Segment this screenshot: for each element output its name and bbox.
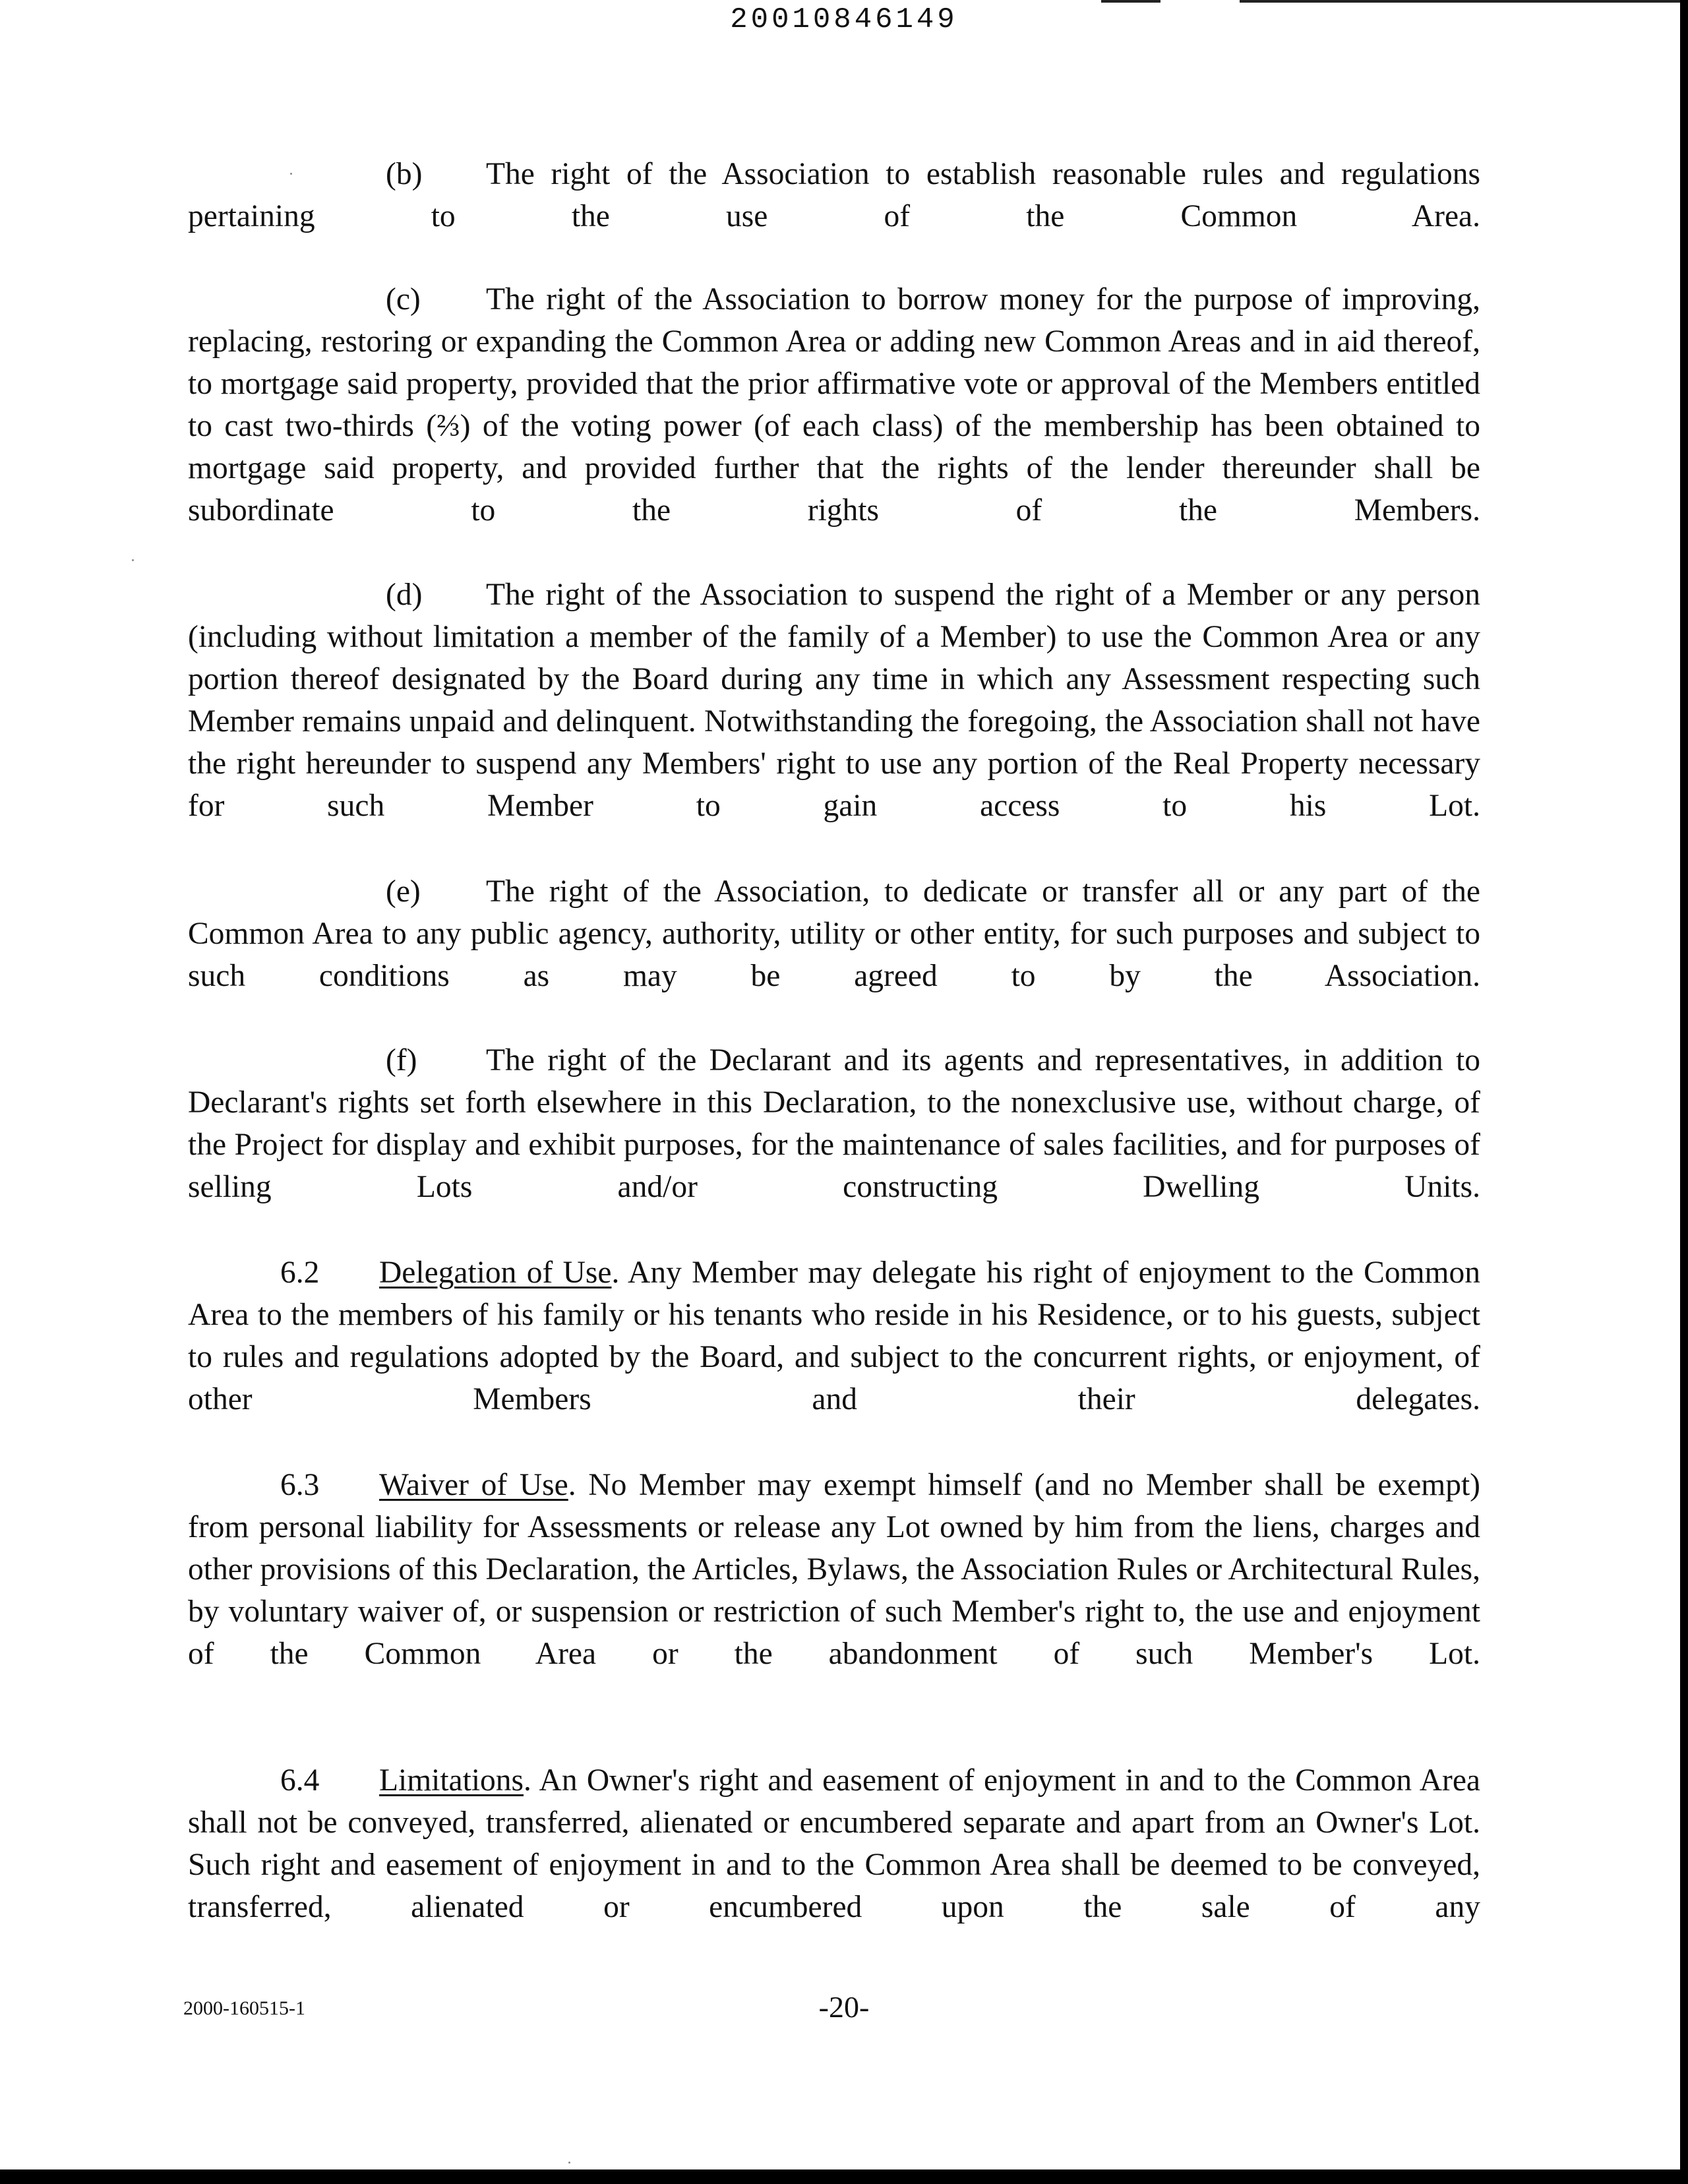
scan-border-right bbox=[1680, 0, 1688, 2184]
paragraph-label: (c) bbox=[386, 282, 421, 317]
scan-speck bbox=[132, 559, 134, 561]
scan-border-bottom bbox=[0, 2169, 1688, 2184]
paragraph-d bbox=[188, 574, 1480, 869]
section-heading: Limitations bbox=[379, 1763, 524, 1798]
section-6-2 bbox=[188, 1252, 1480, 1463]
scan-speck bbox=[568, 2162, 570, 2164]
paragraph-text: The right of the Association to borrow money for the purpose of improving, replacing, restoring or expanding the Common Area or adding new Common Areas and in aid thereof, to mortgage said property, provided that the prior affirmative vote or approval of the Members entitled to cast two-thirds (⅔) of the voting power (of each class) of the membership has been obtained to mortgage said property, and provided further that the rights of the lender thereunder shall be subordinate to the rights of the Members. bbox=[188, 282, 1480, 528]
paragraph-text: The right of the Association, to dedicate or transfer all or any part of the Common Area to any public agency, authority, utility or other entity, for such purposes and subject to such conditions as may be agreed to by the Association. bbox=[188, 874, 1480, 993]
section-number: 6.4 bbox=[280, 1763, 320, 1798]
paragraph-text: The right of the Association to establish reasonable rules and regulations pertaining to the use of the Common Area. bbox=[188, 157, 1480, 233]
paragraph-b bbox=[188, 153, 1480, 280]
paragraph-text: The right of the Association to suspend the right of a Member or any person (including without limitation a member of the family of a Member) to use the Common Area or any portion thereof designated by the Board during any time in which any Assessment respecting such Member remains unpaid and delinquent. Notwithstanding the foregoing, the Association shall not have the right hereunder to suspend any Members' right to use any portion of the Real Property necessary for such Member to gain access to his Lot. bbox=[188, 578, 1480, 823]
section-text: . An Owner's right and easement of enjoyment in and to the Common Area shall not be conveyed, transferred, alienated or encumbered separate and apart from an Owner's Lot. Such right and easement of enjoyment in and to the Common Area shall be deemed to be conveyed, transferred, alienated or encumbered upon the sale of any bbox=[188, 1763, 1480, 1924]
section-text: . No Member may exempt himself (and no Member shall be exempt) from personal liability for Assessments or release any Lot owned by him from the liens, charges and other provisions of this Declaration, the Articles, Bylaws, the Association Rules or Architectural Rules, by voluntary waiver of, or suspension or restriction of such Member's right to, the use and enjoyment of the Common Area or the abandonment of such Member's Lot. bbox=[188, 1468, 1480, 1671]
footer-document-id: 2000-160515-1 bbox=[183, 1997, 305, 2019]
section-heading: Delegation of Use bbox=[379, 1256, 612, 1290]
paragraph-label: (e) bbox=[386, 874, 421, 909]
paragraph-label: (b) bbox=[386, 157, 423, 191]
paragraph-label: (f) bbox=[386, 1043, 417, 1077]
section-number: 6.3 bbox=[280, 1468, 320, 1502]
section-6-3 bbox=[188, 1464, 1480, 1717]
section-6-4 bbox=[188, 1759, 1480, 1970]
paragraph-c bbox=[188, 278, 1480, 574]
paragraph-e bbox=[188, 870, 1480, 1039]
section-text: . Any Member may delegate his right of enjoyment to the Common Area to the members of his family or his tenants who reside in his Residence, or to his guests, subject to rules and regulations adopted by the Board, and subject to the concurrent rights, or enjoyment, of other Members and their delegates. bbox=[188, 1256, 1481, 1416]
page-number: -20- bbox=[818, 1990, 870, 2024]
document-number: 20010846149 bbox=[730, 3, 958, 36]
paragraph-label: (d) bbox=[386, 578, 423, 612]
paragraph-text: The right of the Declarant and its agents and representatives, in addition to Declarant's rights set forth elsewhere in this Declaration, to the nonexclusive use, without charge, of the Project for display and exhibit purposes, for the maintenance of sales facilities, and for purposes of selling Lots and/or constructing Dwelling Units. bbox=[188, 1043, 1480, 1204]
paragraph-f bbox=[188, 1039, 1480, 1250]
section-number: 6.2 bbox=[280, 1256, 320, 1290]
section-heading: Waiver of Use bbox=[379, 1468, 568, 1502]
